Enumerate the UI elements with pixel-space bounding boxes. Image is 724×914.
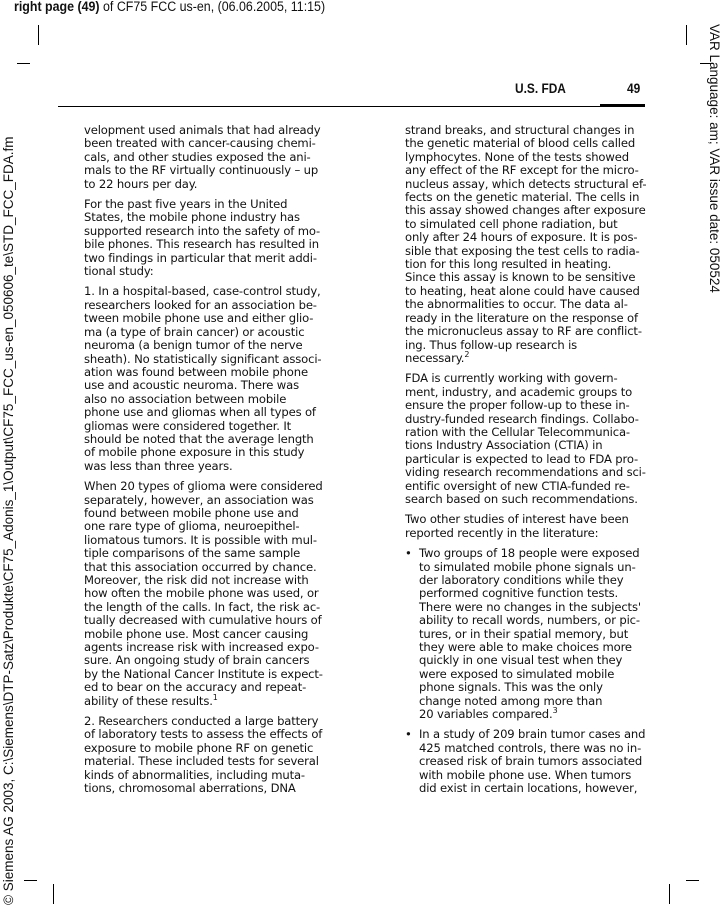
footnote-reference: 2 [464,350,470,360]
text-line [405,245,670,258]
text-line [419,681,670,694]
text-line [84,137,349,150]
text-line [405,325,670,338]
running-header-title: U.S. FDA [515,80,566,96]
text-line [84,654,349,667]
text-line [419,547,670,560]
text-line [84,124,349,137]
var-info-margin: VAR Language: am; VAR issue date: 050524 [707,24,722,293]
line-text: of laboratory tests to assess the effects of [84,727,323,742]
text-line [84,742,349,755]
line-text: the micronucleus assay to RF are conflict- [405,324,642,339]
print-info [14,0,325,14]
line-text: sheath). No statistically significant associ- [84,351,322,366]
text-line [405,285,670,298]
line-text: Since this assay is known to be sensitive [405,270,636,285]
line-text: 425 matched controls, there was no in- [419,740,642,755]
bullet-icon: • [405,727,412,742]
line-text: two findings in particular that merit addi- [84,250,317,265]
text-line [419,614,670,627]
line-text: tually decreased with cumulative hours of [84,613,322,628]
header-rule [58,106,645,107]
text-line [84,211,349,224]
text-line [84,628,349,641]
text-line [84,614,349,627]
text-line [84,312,349,325]
line-text: mals to the RF virtually continuously – up [84,163,319,178]
text-line [84,715,349,728]
text-line [405,493,670,506]
line-text: of mobile phone exposure in this study [84,445,305,460]
line-text: For the past five years in the United [84,197,288,212]
text-line [405,426,670,439]
text-line [84,601,349,614]
text-line [405,372,670,385]
text-line [84,507,349,520]
text-line [84,460,349,473]
text-line [419,601,670,614]
line-text: ed to bear on the accuracy and repeat- [84,680,307,695]
line-text: also no association between mobile [84,391,287,406]
text-line [405,164,670,177]
text-line [84,326,349,339]
text-line [405,352,670,365]
text-line [84,151,349,164]
text-line [405,527,670,540]
text-line [84,420,349,433]
line-text: reported recently in the literature: [405,525,599,540]
line-text: the genetic material of blood cells called [405,136,636,151]
line-text: ready in the literature on the response of [405,310,638,325]
text-line [405,480,670,493]
text-line [84,299,349,312]
text-line [405,399,670,412]
text-line [405,151,670,164]
text-line [405,439,670,452]
file-path-margin: © Siemens AG 2003, C:\Siemens\DTP-Satz\Produkte\CF75_Adonis_1\Output\CF75_FCC_us-en_050606_te\STD_FCC_FDA.fm [1,136,16,905]
text-line [84,198,349,211]
line-text: any effect of the RF except for the micro- [405,163,639,178]
line-text: was less than three years. [84,458,233,473]
text-line [405,413,670,426]
crop-mark [686,25,687,45]
line-text: In a study of 209 brain tumor cases and [419,727,646,742]
line-text: to 22 hours per day. [84,176,198,191]
line-text: sible that exposing the test cells to radia- [405,243,640,258]
line-text: When 20 types of glioma were considered [84,479,323,494]
bullet-icon: • [405,546,412,561]
text-line [419,782,670,795]
line-text: velopment used animals that had already [84,123,321,137]
text-line [419,574,670,587]
line-text: liomatous tumors. It is possible with mul- [84,532,317,547]
line-text: tion for this long resulted in heating. [405,257,612,272]
line-text: exposure to mobile phone RF on genetic [84,740,314,755]
line-text: that this association occurred by chance. [84,559,317,574]
line-text: ability of these results. [84,693,213,708]
line-text: ing. Thus follow-up research is [405,337,578,352]
line-text: ment, industry, and academic groups to [405,384,633,399]
line-text: 2. Researchers conducted a large battery [84,714,319,729]
text-line [84,641,349,654]
paragraph [84,124,349,191]
line-text: 1. In a hospital-based, case-control study, [84,284,321,299]
line-text: Moreover, the risk did not increase with [84,573,309,587]
line-text: creased risk of brain tumors associated [419,754,643,769]
text-line [84,339,349,352]
line-text: ability to recall words, numbers, or pic- [419,613,640,628]
text-line [84,755,349,768]
text-line [419,742,670,755]
text-line [419,668,670,681]
print-info-rest: of CF75 FCC us-en, (06.06.2005, 11:15) [99,0,326,14]
footnote-reference: 3 [552,706,558,716]
line-text: tional study: [84,264,154,279]
text-line [84,561,349,574]
line-text: kinds of abnormalities, including muta- [84,767,305,782]
text-line [419,561,670,574]
line-text: der laboratory conditions while they [419,573,624,587]
crop-mark [53,884,54,904]
line-text: this assay showed changes after exposure [405,203,646,218]
line-text: search based on such recommendations. [405,491,638,506]
text-line [419,708,670,721]
line-text: Two groups of 18 people were exposed [419,546,640,561]
text-line [84,285,349,298]
text-line [405,312,670,325]
crop-mark [24,880,37,881]
page-number: 49 [627,80,641,96]
text-line [405,271,670,284]
crop-mark [38,25,39,45]
text-line [84,252,349,265]
line-text: quickly in one visual test when they [419,653,623,668]
line-text: bile phones. This research has resulted in [84,237,319,252]
line-text: gliomas were considered together. It [84,418,292,433]
line-text: to simulated cell phone radiation, but [405,216,618,231]
line-text: been treated with cancer-causing chemi- [84,136,316,151]
text-line [84,769,349,782]
line-text: material. These included tests for several [84,754,319,769]
line-text: fects on the genetic material. The cells in [405,190,640,205]
bullet-item [405,728,670,795]
line-text: use and acoustic neuroma. There was [84,378,299,393]
line-text: change noted among more than [419,693,603,708]
line-text: they were able to make choices more [419,640,632,655]
line-text: neuroma (a benign tumor of the nerve [84,338,303,353]
text-line [84,393,349,406]
paragraph [84,285,349,473]
text-line [405,513,670,526]
text-line [419,755,670,768]
line-text: States, the mobile phone industry has [84,210,300,225]
line-text: did exist in certain locations, however, [419,781,638,796]
text-line [84,728,349,741]
line-text: tions, chromosomal aberrations, DNA [84,781,296,796]
paragraph [405,124,670,365]
text-line [419,654,670,667]
line-text: lymphocytes. None of the tests showed [405,149,629,164]
line-text: necessary. [405,350,465,365]
text-line [84,494,349,507]
line-text: entific oversight of new CTIA-funded re- [405,478,630,493]
line-text: viding research recommendations and sci- [405,465,646,480]
text-line [419,728,670,741]
paragraph [405,513,670,540]
paragraph [84,480,349,708]
text-line [84,534,349,547]
text-line [405,178,670,191]
text-line [84,353,349,366]
text-line [84,265,349,278]
text-line [419,628,670,641]
paragraph [84,198,349,278]
text-line [405,124,670,137]
text-line [405,466,670,479]
text-line [419,641,670,654]
line-text: sure. An ongoing study of brain cancers [84,653,310,668]
line-text: strand breaks, and structural changes in [405,123,635,137]
text-line [405,137,670,150]
text-line [84,520,349,533]
text-line [84,178,349,191]
left-column [84,124,349,803]
text-line [84,225,349,238]
line-text: by the National Cancer Institute is expect- [84,666,323,681]
crop-mark [669,884,670,904]
line-text: ration with the Cellular Telecommunica- [405,424,630,439]
line-text: to heating, heat alone could have caused [405,283,640,298]
line-text: 20 variables compared. [419,707,553,722]
line-text: separately, however, an association was [84,492,314,507]
line-text: the abnormalities to occur. The data al- [405,297,628,312]
line-text: the length of the calls. In fact, the risk ac- [84,599,321,614]
text-line [405,298,670,311]
line-text: researchers looked for an association be- [84,297,317,312]
footnote-reference: 1 [212,692,218,702]
text-line [84,587,349,600]
line-text: performed cognitive function tests. [419,586,619,601]
text-line [405,339,670,352]
line-text: were exposed to simulated mobile [419,666,615,681]
line-text: tures, or in their spatial memory, but [419,626,629,641]
text-line [419,587,670,600]
text-line [405,231,670,244]
text-line [405,191,670,204]
line-text: phone signals. This was the only [419,680,603,695]
line-text: tions Industry Association (CTIA) in [405,438,603,453]
text-line [84,547,349,560]
print-info-page: right page (49) [14,0,100,14]
crop-mark [686,880,699,881]
line-text: tween mobile phone use and either glio- [84,311,314,326]
line-text: with mobile phone use. When tumors [419,767,632,782]
text-line [84,164,349,177]
text-line [84,480,349,493]
line-text: found between mobile phone use and [84,505,299,520]
line-text: ma (a type of brain cancer) or acoustic [84,324,305,339]
line-text: dustry-funded research findings. Collabo- [405,411,639,426]
line-text: how often the mobile phone was used, or [84,586,319,601]
line-text: FDA is currently working with govern- [405,371,618,386]
text-line [84,433,349,446]
line-text: ation was found between mobile phone [84,364,308,379]
line-text: should be noted that the average length [84,431,314,446]
text-line [405,204,670,217]
header-rule-accent [600,104,645,107]
text-line [84,238,349,251]
line-text: supported research into the safety of mo- [84,223,321,238]
text-line [84,406,349,419]
line-text: particular is expected to lead to FDA pro- [405,451,639,466]
line-text: one rare type of glioma, neuroepithel- [84,519,300,534]
text-line [405,258,670,271]
text-line [84,668,349,681]
line-text: only after 24 hours of exposure. It is pos- [405,230,638,245]
paragraph [84,715,349,795]
line-text: tiple comparisons of the same sample [84,546,301,561]
text-line [405,218,670,231]
line-text: Two other studies of interest have been [405,512,629,527]
paragraph [405,372,670,506]
line-text: agents increase risk with increased expo- [84,640,319,655]
text-line [405,453,670,466]
text-line [84,379,349,392]
text-line [405,386,670,399]
line-text: to simulated mobile phone signals un- [419,559,636,574]
text-line [84,366,349,379]
line-text: mobile phone use. Most cancer causing [84,626,309,641]
bullet-item [405,547,670,721]
right-column [405,124,670,803]
text-line [84,574,349,587]
crop-mark [17,63,30,64]
text-line [84,446,349,459]
text-line [84,782,349,795]
line-text: ensure the proper follow-up to these in- [405,398,630,413]
text-line [84,692,349,708]
line-text: There were no changes in the subjects' [419,599,641,614]
line-text: phone use and gliomas when all types of [84,405,316,420]
text-line [419,769,670,782]
line-text: cals, and other studies exposed the ani- [84,149,311,164]
line-text: nucleus assay, which detects structural ef- [405,176,647,191]
